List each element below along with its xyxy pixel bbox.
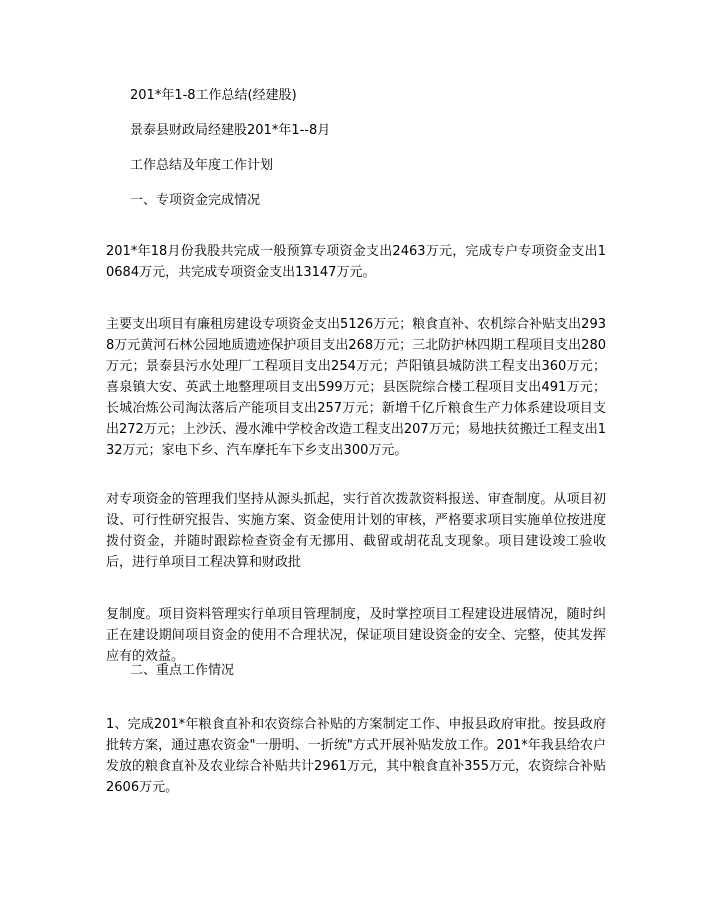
document-subtitle-plan: 工作总结及年度工作计划 <box>130 158 274 173</box>
document-title: 201*年1-8工作总结(经建股) <box>130 88 297 103</box>
paragraph-main-expenditures: 主要支出项目有廉租房建设专项资金支出5126万元；粮食直补、农机综合补贴支出2938万元黄河石林公园地质遗迹保护项目支出268万元；三北防护林四期工程项目支出280万元；景泰县污水处理厂工程项目支出254万元；芦阳镇县城防洪工程支出360万元；喜泉镇大安、英武土地整理项目支出599万元；县医院综合楼工程项目支出491万元；长城冶炼公司淘汰落后产能项目支出257万元；新增千亿斤粮食生产力体系建设项目支出272万元；上沙沃、漫水滩中学校舍改造工程支出207万元；易地扶贫搬迁工程支出132万元；家电下乡、汽车摩托车下乡支出300万元。 <box>106 317 606 458</box>
paragraph-funds-summary: 201*年18月份我股共完成一般预算专项资金支出2463万元，完成专户专项资金支出10684万元，共完成专项资金支出13147万元。 <box>106 244 606 280</box>
document-subtitle-department: 景泰县财政局经建股201*年1--8月 <box>130 123 331 138</box>
paragraph-fund-management: 对专项资金的管理我们坚持从源头抓起，实行首次拨款资料报送、审查制度。从项目初设、可行性研究报告、实施方案、资金使用计划的审核，严格要求项目实施单位按进度拨付资金，并随时跟踪检查资金有无挪用、截留或胡花乱支现象。项目建设竣工验收后，进行单项目工程决算和财政批 <box>106 492 606 570</box>
paragraph-grain-subsidy: 1、完成201*年粮食直补和农资综合补贴的方案制定工作、申报县政府审批。按县政府批转方案，通过惠农资金"一册明、一折统"方式开展补贴发放工作。201*年我县给农户发放的粮食直补及农业综合补贴共计2961万元，其中粮食直补355万元，农资综合补贴2606万元。 <box>106 717 606 795</box>
section-heading-special-funds: 一、专项资金完成情况 <box>130 193 261 208</box>
paragraph-project-management: 复制度。项目资料管理实行单项目管理制度，及时掌控项目工程建设进展情况，随时纠正在建设期间项目资金的使用不合理状况，保证项目建设资金的安全、完整，使其发挥应有的效益。 <box>106 607 606 664</box>
section-heading-key-work: 二、重点工作情况 <box>130 663 235 678</box>
